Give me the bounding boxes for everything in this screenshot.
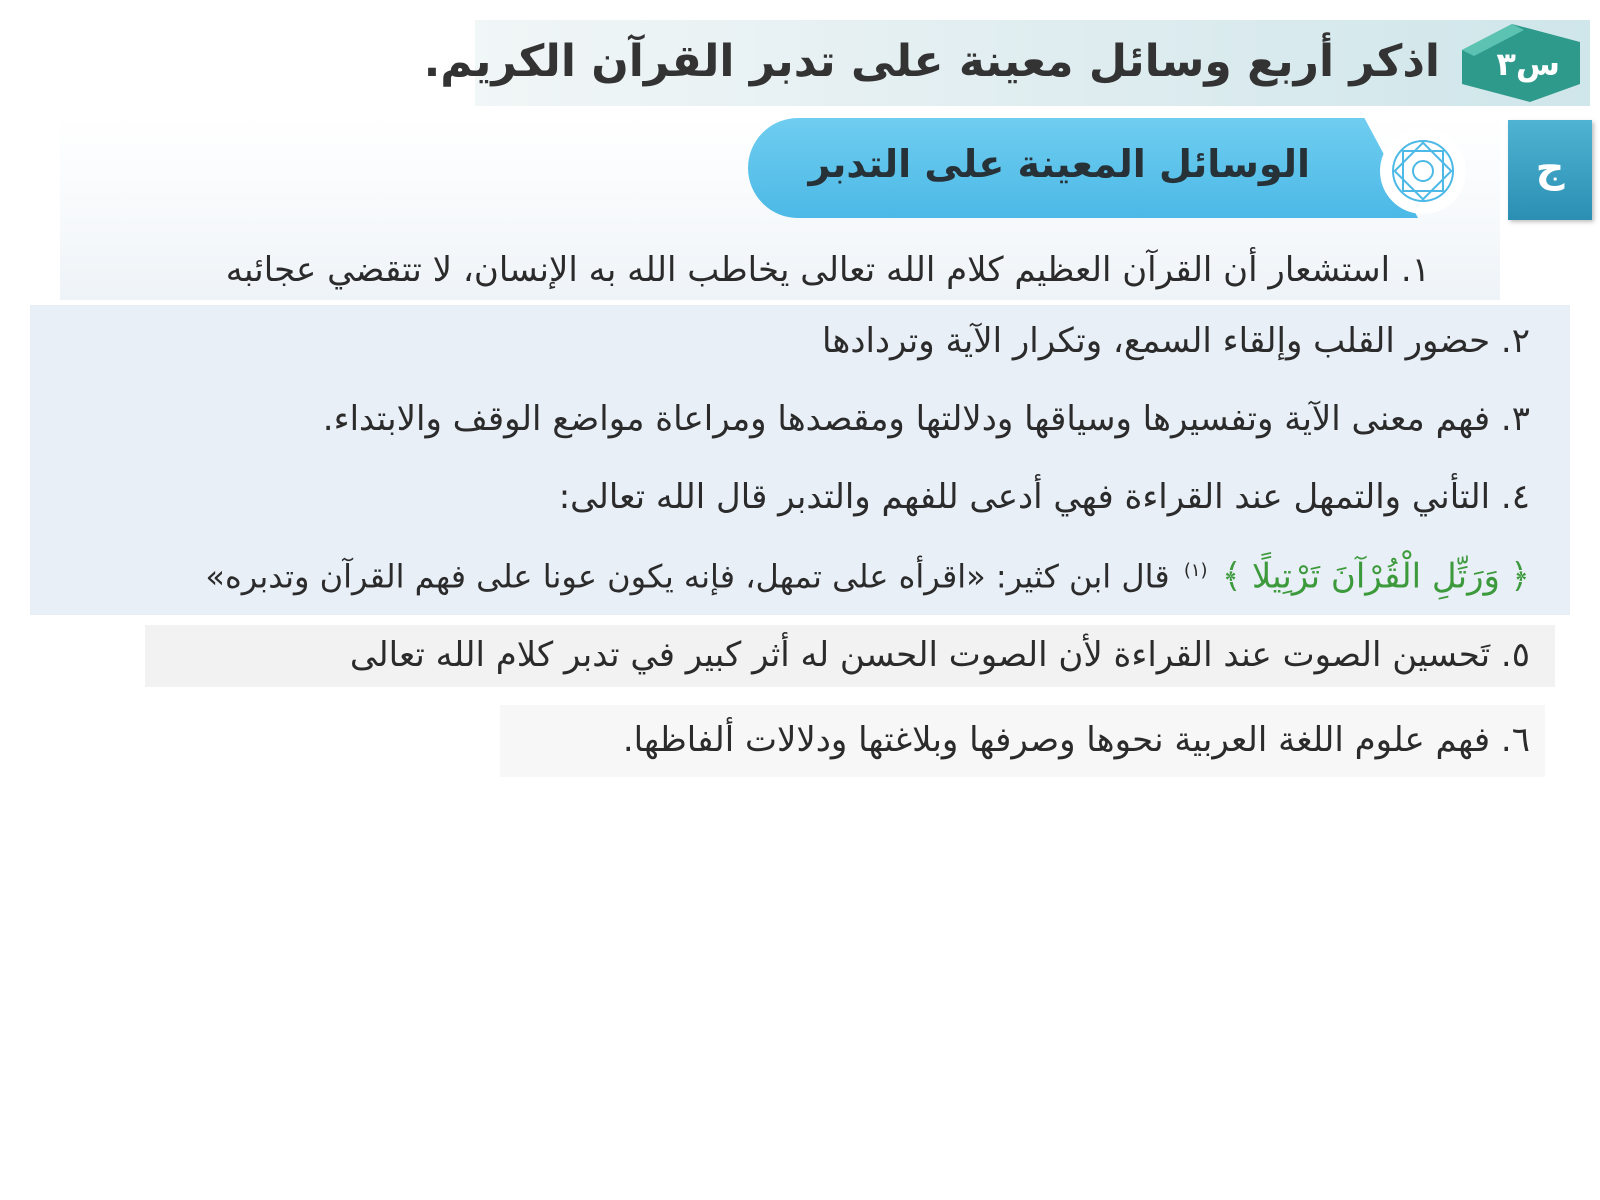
list-item: ٦. فهم علوم اللغة العربية نحوها وصرفها وبلاغتها ودلالات ألفاظها. xyxy=(622,720,1530,760)
verse-text: وَرَتِّلِ الْقُرْآنَ تَرْتِيلًا xyxy=(1251,556,1500,597)
question-badge-label: س٣ xyxy=(1496,45,1560,83)
verse-line xyxy=(205,548,1530,600)
tag-badge-icon xyxy=(1454,22,1582,104)
list-item: ١. استشعار أن القرآن العظيم كلام الله تعالى يخاطب الله به الإنسان، لا تتقضي عجائبه xyxy=(225,250,1430,290)
list-item: ٣. فهم معنى الآية وتفسيرها وسياقها ودلالتها ومقصدها ومراعاة مواضع الوقف والابتداء. xyxy=(322,399,1530,439)
question-banner xyxy=(423,20,1590,106)
question-text: اذكر أربع وسائل معينة على تدبر القرآن الكريم. xyxy=(423,36,1440,87)
answer-heading: الوسائل المعينة على التدبر xyxy=(808,142,1310,186)
islamic-star-ornament-icon xyxy=(1380,128,1466,214)
ibn-kathir-quote: قال ابن كثير: «اقرأه على تمهل، فإنه يكون عونا على فهم القرآن وتدبره» xyxy=(205,557,1170,596)
verse-close-bracket: ﴾ xyxy=(1221,556,1242,597)
list-item: ٥. تَحسين الصوت عند القراءة لأن الصوت الحسن له أثر كبير في تدبر كلام الله تعالى xyxy=(349,635,1530,675)
list-item: ٤. التأني والتمهل عند القراءة فهي أدعى للفهم والتدبر قال الله تعالى: xyxy=(558,477,1530,517)
answer-badge-label: ج xyxy=(1535,145,1565,191)
footnote-mark: (١) xyxy=(1183,560,1208,581)
list-item: ٢. حضور القلب وإلقاء السمع، وتكرار الآية وتردادها xyxy=(822,321,1530,361)
verse-open-bracket: ﴿ xyxy=(1510,556,1530,597)
answer-badge xyxy=(1508,120,1592,220)
